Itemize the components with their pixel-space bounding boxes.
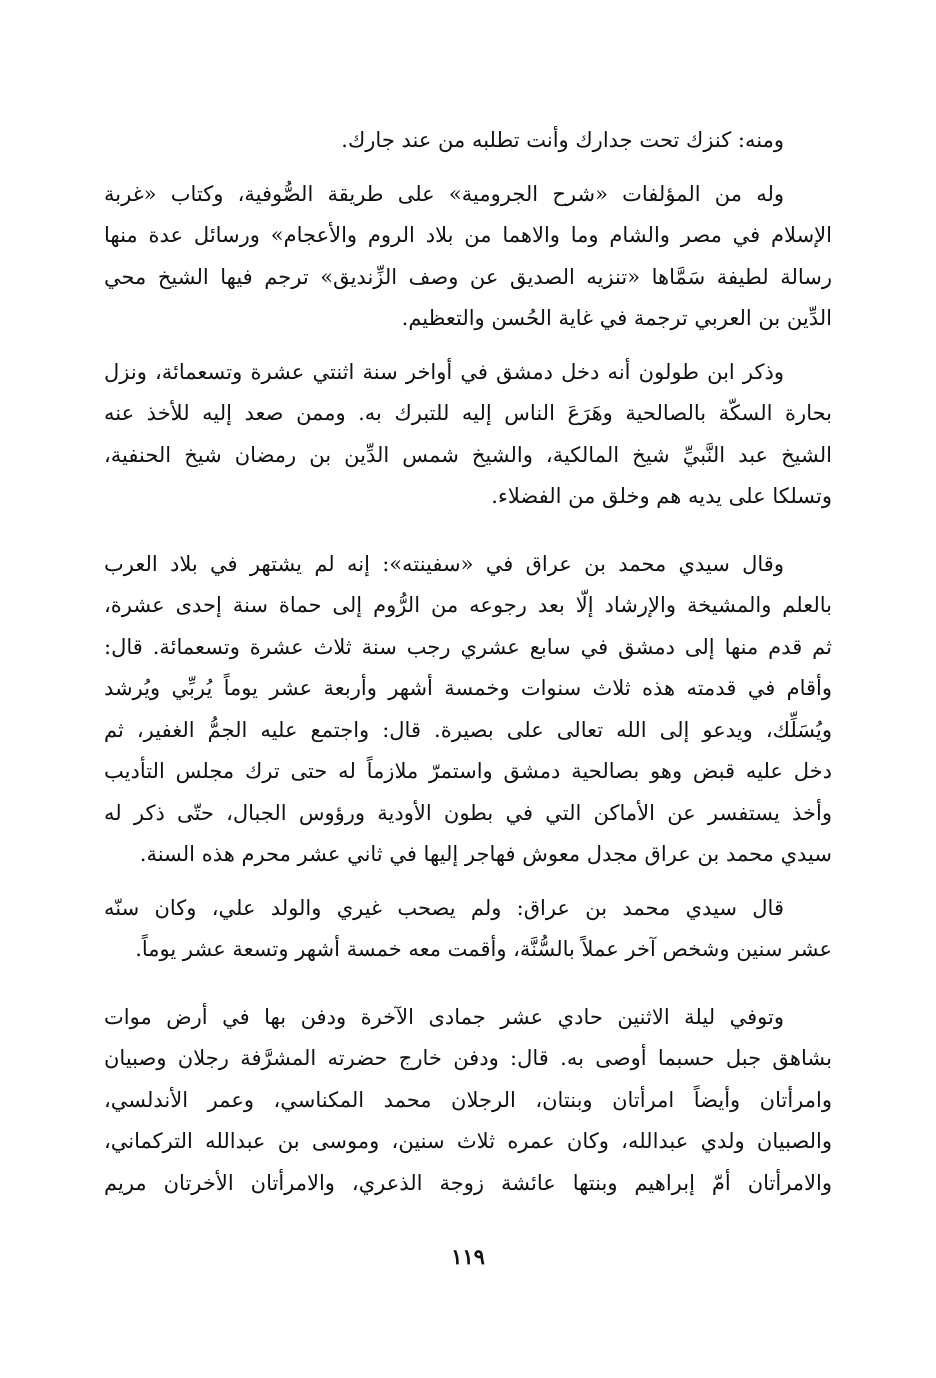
paragraph-5 [104,888,832,971]
paragraph-6 [104,997,832,1205]
text-line: ومنه: كنزك تحت جدارك وأنت تطلبه من عند جارك. [341,128,784,152]
text-line: وله من المؤلفات «شرح الجرومية» على طريقة الصُّوفية، وكتاب «غربة [104,181,784,206]
text-line: بشاهق جبل حسبما أوصى به. قال: ودفن خارج حضرته المشرَّفة رجلان وصبيان [104,1046,832,1070]
text-line: بالعلم والمشيخة والإرشاد إلّا بعد رجوعه من الرُّوم إلى حماة سنة إحدى عشرة، [104,593,832,617]
text-line: وتوفي ليلة الاثنين حادي عشر جمادى الآخرة ودفن بها في أرض موات [104,1004,784,1029]
text-line: والصبيان ولدي عبدالله، وكان عمره ثلاث سنين، وموسى بن عبدالله التركماني، [104,1129,832,1153]
text-line: سيدي محمد بن عراق مجدل معوش فهاجر إليها في ثاني عشر محرم هذه السنة. [139,842,832,866]
text-line: وامرأتان وأيضاً امرأتان وبنتان، الرجلان محمد المكناسي، وعمر الأندلسي، [104,1087,832,1112]
text-line: دخل عليه قبض وهو بصالحية دمشق واستمرّ ملازماً له حتى ترك مجلس التأديب [104,759,832,783]
text-line: ويُسَلِّك، ويدعو إلى الله تعالى على بصيرة. قال: واجتمع عليه الجمُّ الغفير، ثم [104,717,832,742]
text-line: ثم قدم منها إلى دمشق في سابع عشري رجب سنة ثلاث عشرة وتسعمائة. قال: [104,634,832,659]
text-line: بحارة السكّة بالصالحية وهَرَعَ الناس إليه للتبرك به. وممن صعد إليه للأخذ عنه [104,401,832,425]
text-line: والامرأتان أمّ إبراهيم وبنتها عائشة زوجة الذعري، والامرأتان الأخرتان مريم [104,1170,832,1195]
paragraph-2 [104,174,832,340]
paragraph-4 [104,544,832,876]
text-line: عشر سنين وشخص آخر عملاً بالسُّنَّة، وأقمت معه خمسة أشهر وتسعة عشر يوماً. [135,937,832,961]
text-line: قال سيدي محمد بن عراق: ولم يصحب غيري والولد علي، وكان سنّه [104,895,784,920]
text-line: الإسلام في مصر والشام وما والاهما من بلاد الروم والأعجام» ورسائل عدة منها [104,223,832,247]
text-line: وقال سيدي محمد بن عراق في «سفينته»: إنه لم يشتهر في بلاد العرب [104,551,784,576]
text-line: وذكر ابن طولون أنه دخل دمشق في أواخر سنة اثنتي عشرة وتسعمائة، ونزل [104,359,784,384]
text-line: الشيخ عبد النَّبيِّ شيخ المالكية، والشيخ شمس الدِّين بن رمضان شيخ الحنفية، [104,442,832,467]
body-text [104,120,832,1204]
page-number: ١١٩ [451,1244,485,1269]
paragraph-1 [104,120,832,162]
text-line: الدِّين بن العربي ترجمة في غاية الحُسن والتعظيم. [401,306,832,330]
text-line: وأقام في قدمته هذه ثلاث سنوات وخمسة أشهر وأربعة عشر يوماً يُربِّي ويُرشد [104,676,832,700]
text-line: وأخذ يستفسر عن الأماكن التي في بطون الأودية ورؤوس الجبال، حتّى ذكر له [104,800,832,825]
paragraph-3 [104,352,832,518]
text-line: وتسلكا على يديه هم وخلق من الفضلاء. [491,484,832,508]
text-line: رسالة لطيفة سَمَّاها «تنزيه الصديق عن وصف الزِّنديق» ترجم فيها الشيخ محي [104,264,832,289]
